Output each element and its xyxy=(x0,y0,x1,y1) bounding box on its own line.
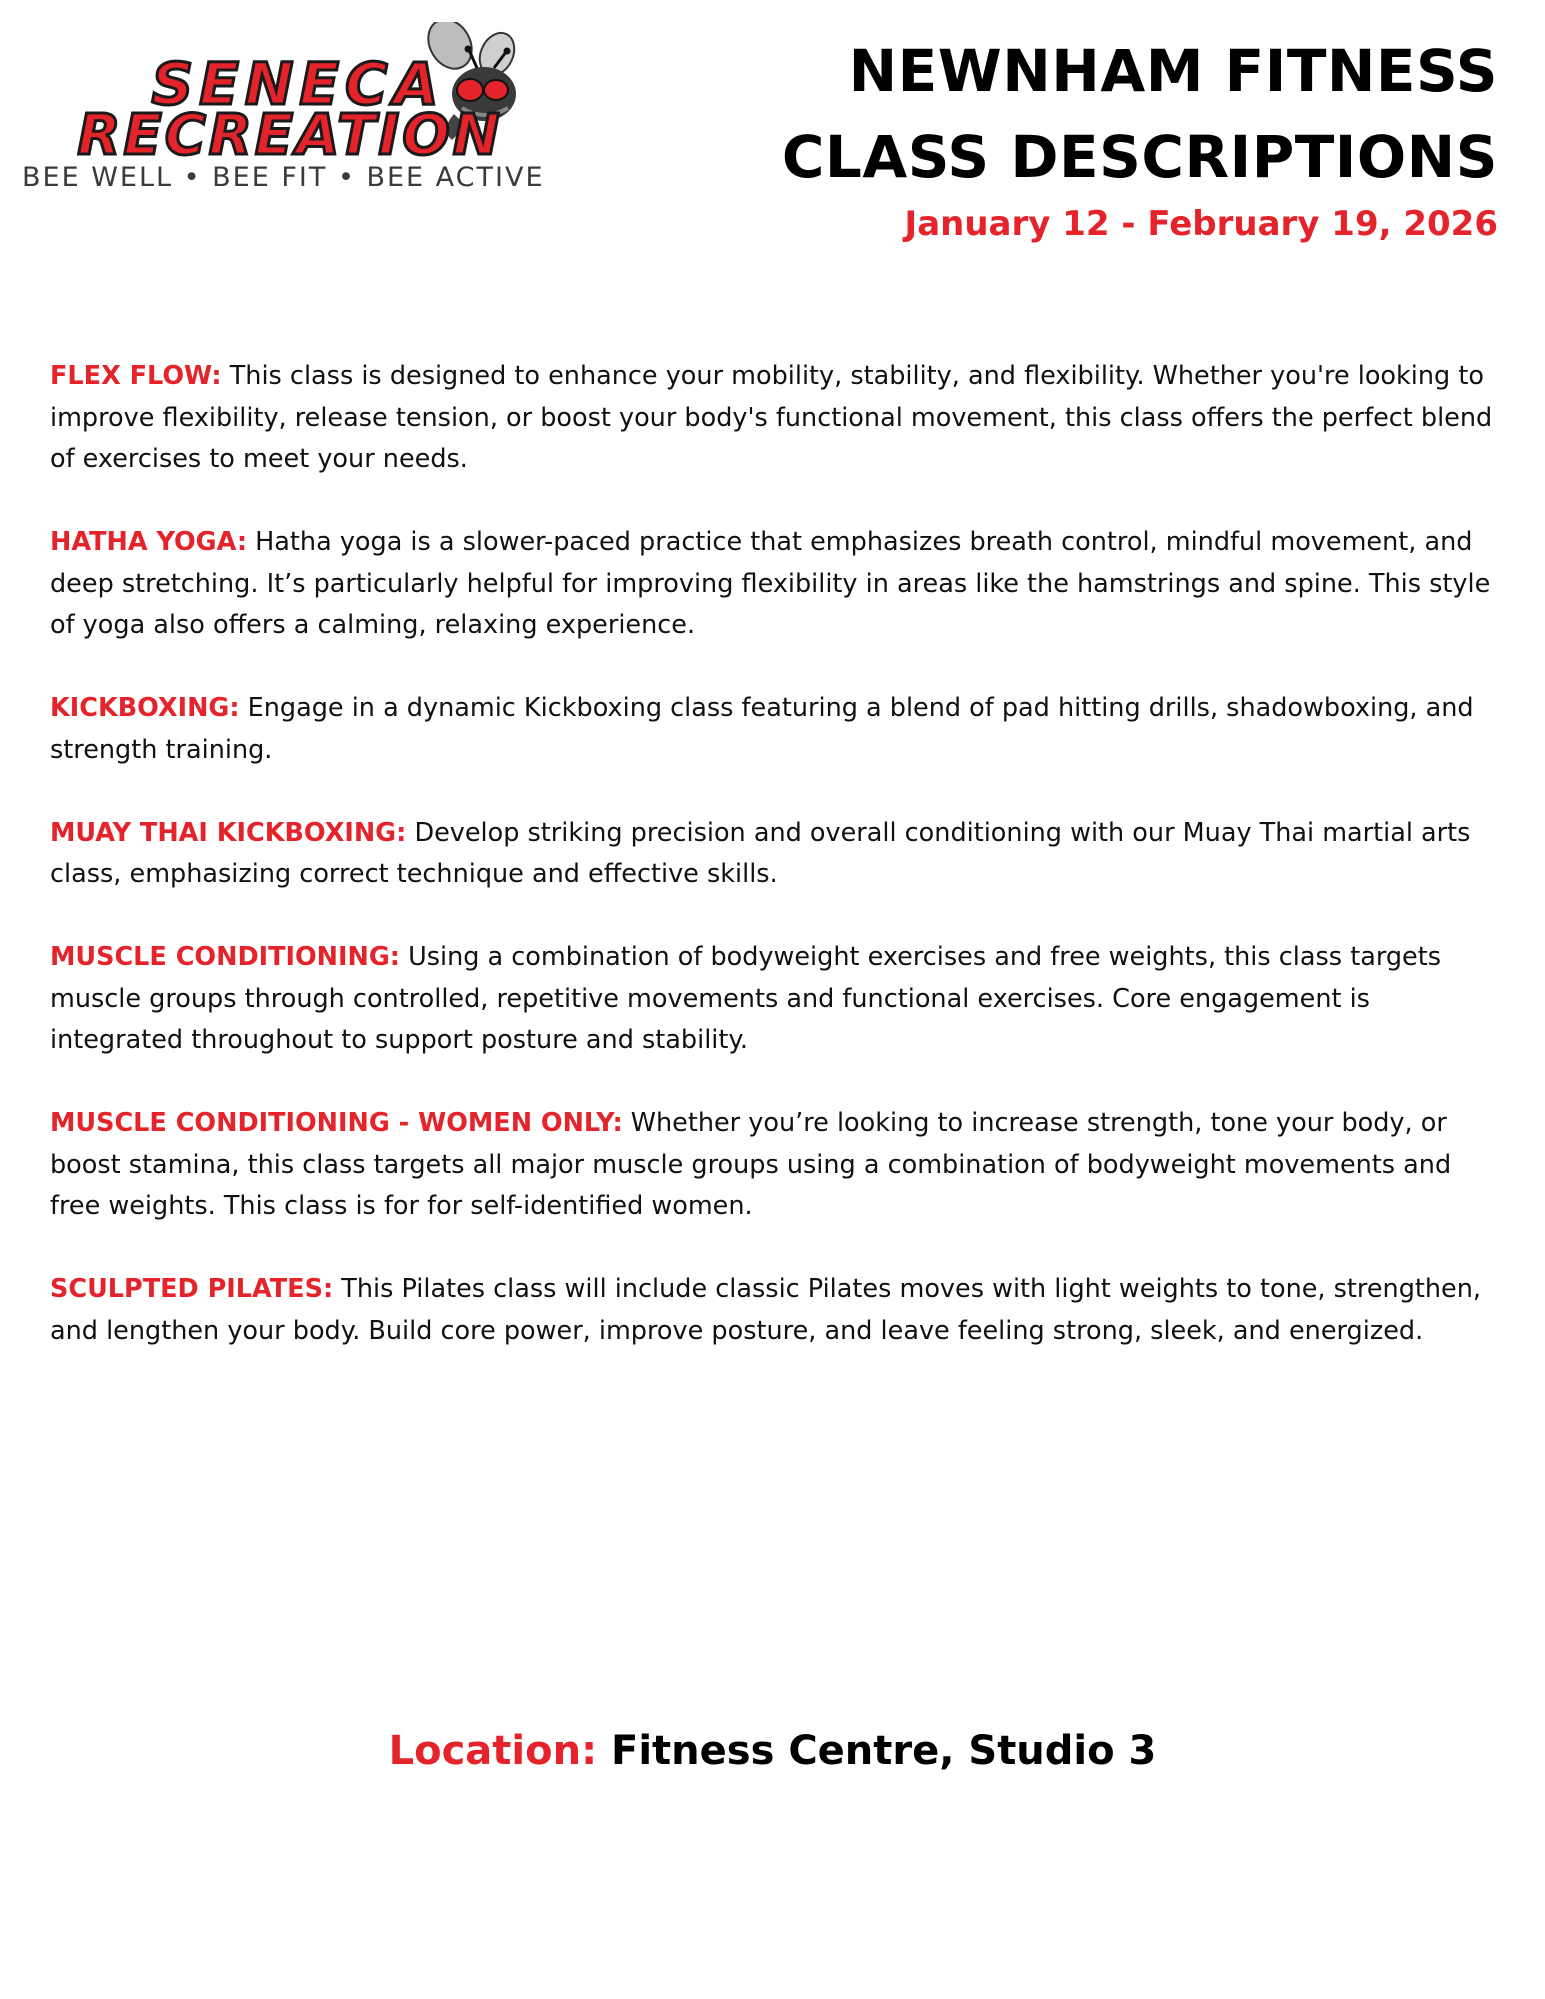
class-item-muay-thai-kickboxing xyxy=(50,813,1500,896)
svg-text:RECREATION: RECREATION xyxy=(77,103,503,162)
class-name: MUSCLE CONDITIONING: xyxy=(50,942,400,972)
class-description: Using a combination of bodyweight exercises and free weights, this class targets muscle groups through controlled, repetitive movements and functional exercises. Core engagement is integrated throughout to support posture and stability. xyxy=(50,942,1442,1055)
location-value: Fitness Centre, Studio 3 xyxy=(611,1728,1157,1774)
class-item-muscle-conditioning-women-only xyxy=(50,1103,1500,1228)
class-descriptions-list xyxy=(50,356,1500,1394)
class-description: This Pilates class will include classic Pilates moves with light weights to tone, strengthen, and lengthen your body. Build core power, improve posture, and leave feeling strong, sleek, and energized. xyxy=(50,1274,1482,1346)
seneca-recreation-logo xyxy=(22,22,562,197)
class-description: Whether you’re looking to increase strength, tone your body, or boost stamina, this class targets all major muscle groups using a combination of bodyweight movements and free weights. This class is for for self-identified women. xyxy=(50,1108,1452,1221)
class-name: MUAY THAI KICKBOXING: xyxy=(50,817,407,848)
class-item-muscle-conditioning xyxy=(50,937,1500,1062)
page-header xyxy=(598,28,1498,246)
class-description: Develop striking precision and overall conditioning with our Muay Thai martial arts class, emphasizing correct technique and effective skills. xyxy=(50,817,1471,889)
svg-text:SENECA: SENECA xyxy=(151,50,445,118)
logo-wordmark-recreation xyxy=(77,103,502,162)
class-item-kickboxing xyxy=(50,688,1500,771)
class-name: HATHA YOGA: xyxy=(50,527,248,557)
class-name: KICKBOXING: xyxy=(50,693,240,723)
location-line xyxy=(0,1725,1545,1777)
class-description: Hatha yoga is a slower-paced practice that emphasizes breath control, mindful movement, and deep stretching. It’s particularly helpful for improving flexibility in areas like the hamstrings and spine. This style of yoga also offers a calming, relaxing experience. xyxy=(50,527,1491,640)
class-description: This class is designed to enhance your mobility, stability, and flexibility. Whether you're looking to improve flexibility, release tension, or boost your body's functional movement, this class offers the perfect blend of exercises to meet your needs. xyxy=(50,361,1493,474)
class-name: FLEX FLOW: xyxy=(50,361,222,391)
logo-graphic xyxy=(22,22,562,162)
location-label: Location: xyxy=(388,1728,598,1774)
logo-tagline: BEE WELL • BEE FIT • BEE ACTIVE xyxy=(22,162,545,193)
class-item-sculpted-pilates xyxy=(50,1269,1500,1352)
date-range: January 12 - February 19, 2026 xyxy=(904,204,1498,244)
class-description: Engage in a dynamic Kickboxing class featuring a blend of pad hitting drills, shadowboxing, and strength training. xyxy=(50,693,1474,765)
class-item-hatha-yoga xyxy=(50,522,1500,647)
page-title-line-2: CLASS DESCRIPTIONS xyxy=(781,123,1498,191)
class-name: MUSCLE CONDITIONING - WOMEN ONLY: xyxy=(50,1108,623,1138)
page-title-line-1: NEWNHAM FITNESS xyxy=(848,37,1498,105)
class-name: SCULPTED PILATES: xyxy=(50,1274,334,1304)
class-item-flex-flow xyxy=(50,356,1500,481)
